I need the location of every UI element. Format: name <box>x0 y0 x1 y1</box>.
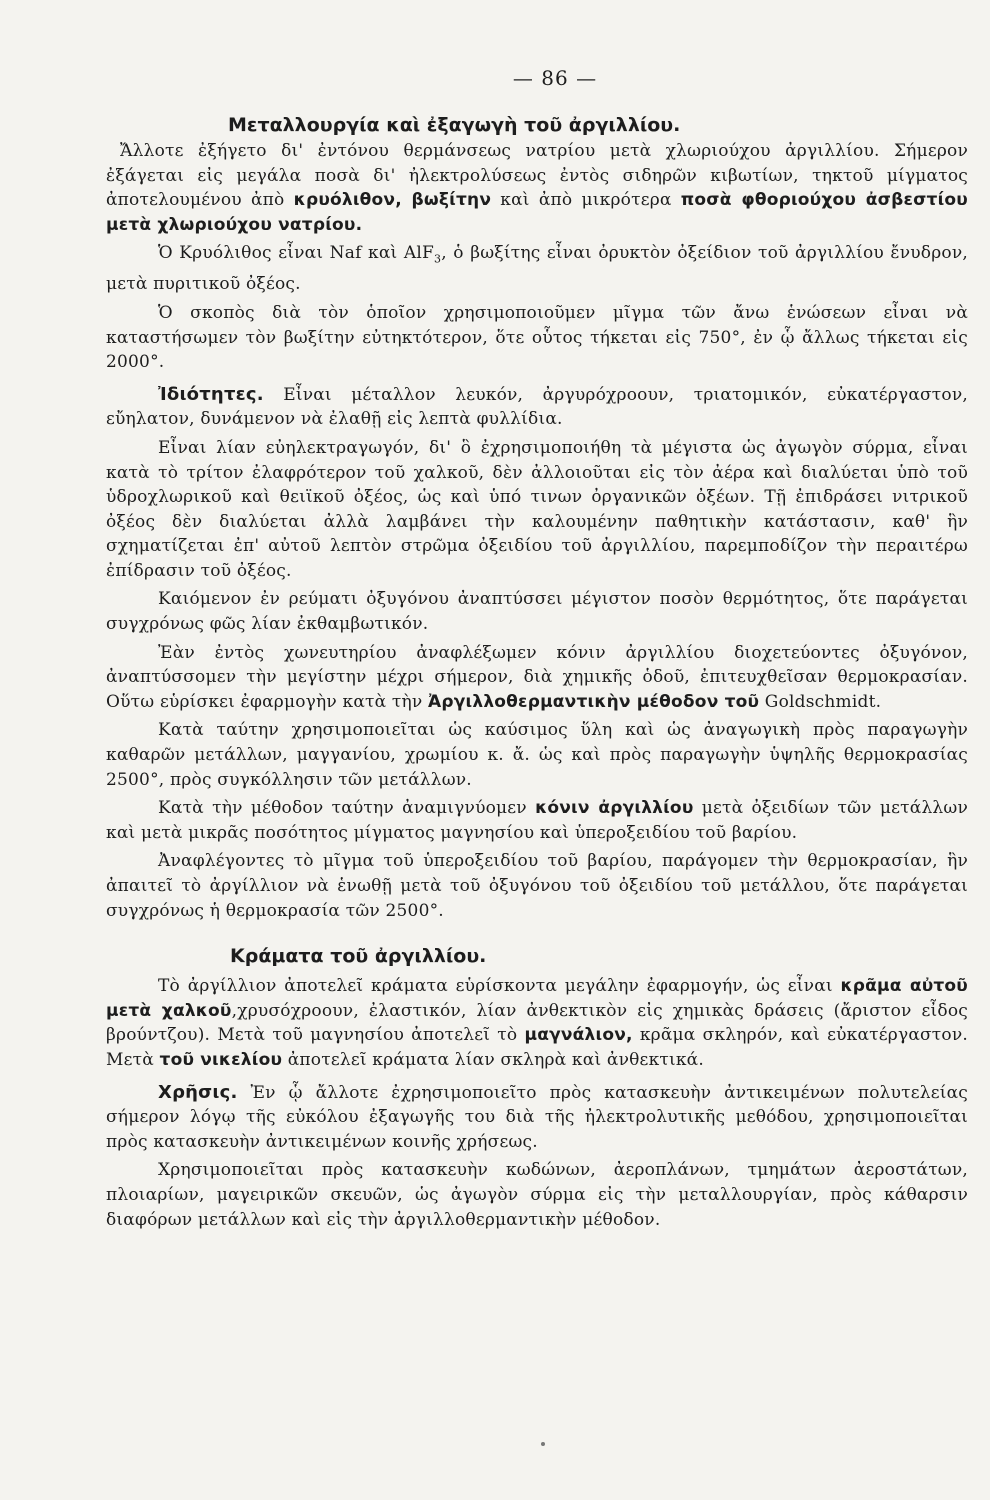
bold-nickel: τοῦ νικελίου <box>159 1049 283 1070</box>
paragraph-crucible: Ἐὰν ἐντὸς χωνευτηρίου ἀναφλέξωμεν κόνιν ἀργιλλίου διοχετεύοντες ὀξυγόνον, ἀναπτύσσομεν τὴν μεγίστην μέχρι σήμερον, διὰ χημικῆς ὁδοῦ, ἐπιτευχθεῖσαν θερμοκρασίαν. Οὕτω εὑρίσκει ἐφαρμογὴν κατὰ τὴν Ἀργιλλοθερμαντικὴν μέθοδον τοῦ Goldschmidt. <box>106 642 968 712</box>
print-speck <box>541 1442 545 1446</box>
paragraph-ignition: Ἀναφλέγοντες τὸ μῖγμα τοῦ ὑπεροξειδίου τοῦ βαρίου, παράγομεν τὴν θερμοκρασίαν, ἣν ἀπαιτεῖ τὸ ἀργίλλιον νὰ ἑνωθῇ μετὰ τοῦ ὀξυγόνου τοῦ ὀξειδίου τοῦ μετάλλου, ὅτε παράγεται συγχρόνως ἡ θερμοκρασία τῶν 2500°. <box>106 851 968 921</box>
bold-aluminothermic-method: Ἀργιλλοθερμαντικὴν μέθοδον τοῦ <box>428 691 760 712</box>
bold-copper-alloy: κρᾶμα αὐτοῦ μετὰ χαλκοῦ <box>106 976 968 1021</box>
page-number: — 86 — <box>512 66 598 90</box>
use-heading: Χρῆσις. <box>158 1081 238 1103</box>
bold-fluoride-chloride: ποσὰ φθοριούχου ἀσβεστίου μετὰ χλωριούχου νατρίου. <box>106 190 968 235</box>
properties-heading: Ἰδιότητες. <box>158 383 264 405</box>
paragraph-conductivity: Εἶναι λίαν εὐηλεκτραγωγόν, δι' ὃ ἐχρησιμοποιήθη τὰ μέγιστα ὡς ἀγωγὸν σύρμα, εἶναι κατὰ τὸ τρίτον ἐλαφρότερον τοῦ χαλκοῦ, δὲν ἀλλοιοῦται εἰς τὸν ἀέρα καὶ διαλύεται ὑπὸ τοῦ ὑδροχλωρικοῦ καὶ θειϊκοῦ ὀξέος, ὡς καὶ ὑπό τινων ὀργανικῶν ὀξέων. Τῇ ἐπιδράσει νιτρικοῦ ὀξέος δὲν διαλύεται ἀλλὰ λαμβάνει τὴν καλουμένην παθητικὴν κατάστασιν, καθ' ἣν σχηματίζεται ἐπ' αὐτοῦ λεπτὸν στρῶμα ὀξειδίου τοῦ ἀργιλλίου, παρεμποδίζον τὴν περαιτέρω ἐπίδρασιν τοῦ ὀξέος. <box>106 437 968 581</box>
bold-cryolite-bauxite: κρυόλιθον, βωξίτην <box>293 190 492 211</box>
bold-aluminium-powder: κόνιν ἀργιλλίου <box>535 798 694 819</box>
paragraph-applications: Χρησιμοποιεῖται πρὸς κατασκευὴν κωδώνων, ἀεροπλάνων, τμημάτων ἀεροστάτων, πλοιαρίων, μαγειρικῶν σκευῶν, ὡς ἀγωγὸν σύρμα εἰς τὴν μεταλλουργίαν, πρὸς κάθαρσιν διαφόρων μετάλλων καὶ εἰς τὴν ἀργιλλοθερμαντικὴν μέθοδον. <box>106 1160 968 1230</box>
paragraph-fuel: Κατὰ ταύτην χρησιμοποιεῖται ὡς καύσιμος ὕλη καὶ ὡς ἀναγωγικὴ πρὸς παραγωγὴν καθαρῶν μετάλλων, μαγγανίου, χρωμίου κ. ἄ. ὡς καὶ πρὸς παραγωγὴν ὑψηλῆς θερμοκρασίας 2500°, πρὸς συγκόλλησιν τῶν μετάλλων. <box>106 720 968 790</box>
paragraph-method: Κατὰ τὴν μέθοδον ταύτην ἀναμιγνύομεν κόνιν ἀργιλλίου μετὰ ὀξειδίων τῶν μετάλλων καὶ μετὰ μικρᾶς ποσότητος μίγματος μαγνησίου καὶ ὑπεροξειδίου τοῦ βαρίου. <box>106 798 968 843</box>
paragraph-burning: Καιόμενον ἐν ρεύματι ὀξυγόνου ἀναπτύσσει μέγιστον ποσὸν θερμότητος, ὅτε παράγεται συγχρόνως φῶς λίαν ἐκθαμβωτικόν. <box>106 589 968 635</box>
bold-magnalium: μαγνάλιον, <box>524 1025 633 1046</box>
paragraph-use: Χρῆσις. Ἐν ᾧ ἄλλοτε ἐχρησιμοποιεῖτο πρὸς κατασκευὴν ἀντικειμένων πολυτελείας σήμερον λόγῳ τῆς εὐκόλου ἐξαγωγῆς του διὰ τῆς ἠλεκτρολυτικῆς μεθόδου, χρησιμοποιεῖται πρὸς κατασκευὴν ἀντικειμένων κοινῆς χρήσεως. <box>106 1081 968 1152</box>
heading-alloys: Κράματα τοῦ ἀργιλλίου. <box>230 945 487 968</box>
paragraph-purpose: Ὁ σκοπὸς διὰ τὸν ὁποῖον χρησιμοποιοῦμεν μῖγμα τῶν ἄνω ἑνώσεων εἶναι νὰ καταστήσωμεν τὸν βωξίτην εὐτηκτότερον, ὅτε οὗτος τήκεται εἰς 750°, ἐν ᾧ ἄλλως τήκεται εἰς 2000°. <box>106 302 968 373</box>
heading-metallurgy: Μεταλλουργία καὶ ἐξαγωγὴ τοῦ ἀργιλλίου. <box>228 114 681 136</box>
paragraph-extraction: Ἄλλοτε ἐξήγετο δι' ἐντόνου θερμάνσεως νατρίου μετὰ χλωριούχου ἀργιλλίου. Σήμερον ἐξάγεται εἰς μεγάλα ποσὰ δι' ἠλεκτρολύσεως ἐντὸς σιδηρῶν κιβωτίων, τηκτοῦ μίγματος ἀποτελουμένου ἀπὸ κρυόλιθον, βωξίτην καὶ ἀπὸ μικρότερα ποσὰ φθοριούχου ἀσβεστίου μετὰ χλωριούχου νατρίου. <box>106 141 968 235</box>
paragraph-cryolite: Ὁ Κρυόλιθος εἶναι Naf καὶ AlF$_3$, ὁ βωξίτης εἶναι ὀρυκτὸν ὀξείδιον τοῦ ἀργιλλίου ἔνυδρον, μετὰ πυριτικοῦ ὀξέος. <box>106 243 968 295</box>
paragraph-alloys: Τὸ ἀργίλλιον ἀποτελεῖ κράματα εὑρίσκοντα μεγάλην ἐφαρμογήν, ὡς εἶναι κρᾶμα αὐτοῦ μετὰ χαλκοῦ,χρυσόχροουν, ἐλαστικόν, λίαν ἀνθεκτικὸν εἰς χημικὰς δράσεις (ἄριστον εἶδος βρούντζου). Μετὰ τοῦ μαγνησίου ἀποτελεῖ τὸ μαγνάλιον, κρᾶμα σκληρόν, καὶ εὐκατέργαστον. Μετὰ τοῦ νικελίου ἀποτελεῖ κράματα λίαν σκληρὰ καὶ ἀνθεκτικά. <box>106 976 968 1070</box>
paragraph-properties: Ἰδιότητες. Εἶναι μέταλλον λευκόν, ἀργυρόχροουν, τριατομικόν, εὐκατέργαστον, εὔηλατον, δυνάμενον νὰ ἐλαθῇ εἰς λεπτὰ φυλλίδια. <box>106 383 968 430</box>
